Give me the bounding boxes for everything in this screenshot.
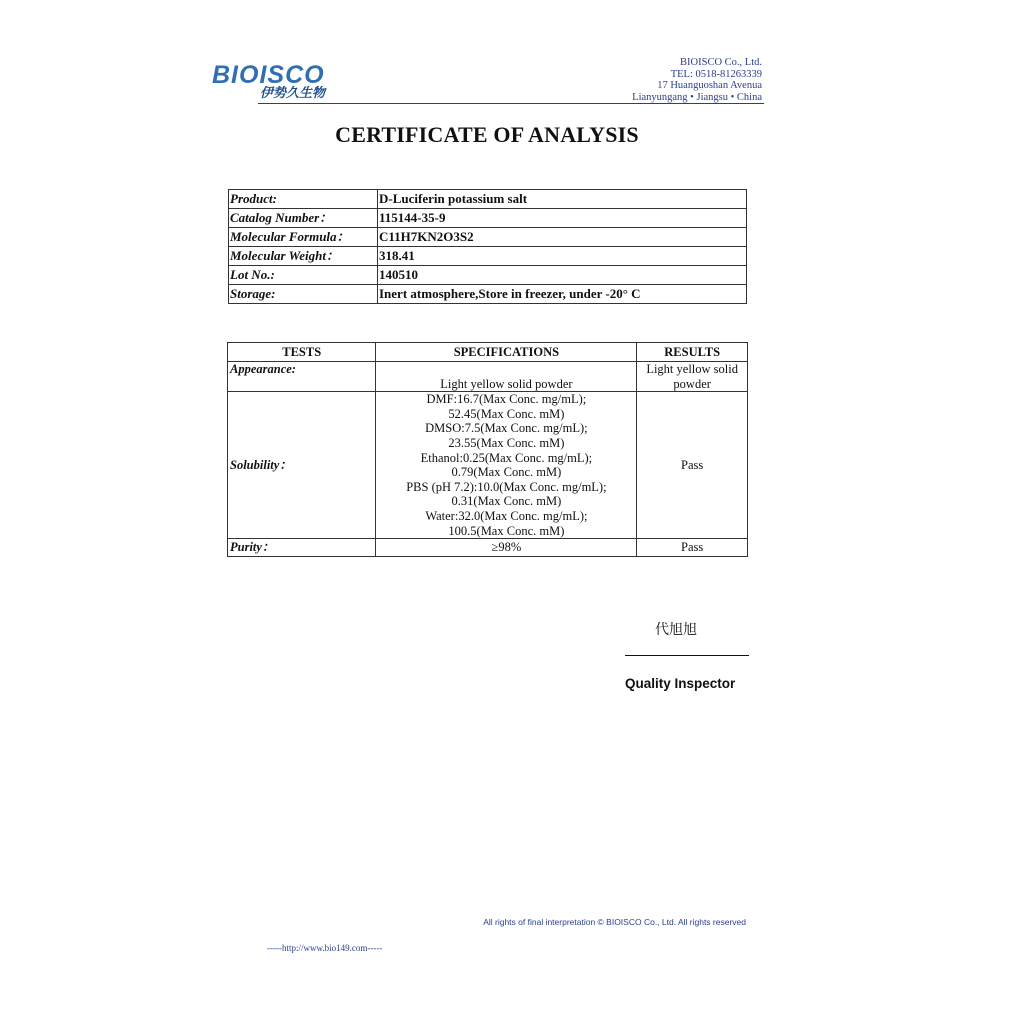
purity-result: Pass [637, 539, 748, 557]
inspector-signature: 代旭旭 [655, 622, 697, 638]
solubility-spec-line: 23.55(Max Conc. mM) [448, 435, 565, 450]
solubility-spec-line: Water:32.0(Max Conc. mg/mL); [425, 508, 588, 523]
solubility-spec-line: Ethanol:0.25(Max Conc. mg/mL); [420, 450, 593, 465]
results-header: RESULTS [637, 343, 748, 362]
logo-text: BIOISCO [212, 61, 325, 89]
company-tel: TEL: 0518-81263339 [670, 68, 762, 80]
website-link[interactable]: -----http://www.bio149.com----- [267, 943, 383, 953]
table-row [228, 362, 748, 392]
lot-label: Lot No.: [229, 266, 378, 285]
catalog-label: Catalog Number： [229, 209, 378, 228]
solubility-spec-line: 0.79(Max Conc. mM) [451, 465, 562, 480]
appearance-result-line: powder [673, 376, 711, 391]
table-row [228, 539, 748, 557]
rights-notice: All rights of final interpretation © BIOISCO Co., Ltd. All rights reserved [483, 917, 746, 927]
product-info-table [228, 189, 747, 304]
purity-spec: ≥98% [376, 539, 637, 557]
product-value: D-Luciferin potassium salt [378, 190, 747, 209]
purity-label: Purity： [228, 539, 376, 557]
company-city: Lianyungang • Jiangsu • China [632, 91, 762, 103]
header-divider [258, 103, 764, 104]
company-contact [632, 57, 762, 103]
solubility-spec-line: PBS (pH 7.2):10.0(Max Conc. mg/mL); [406, 479, 607, 494]
appearance-result [637, 362, 748, 392]
lot-value: 140510 [378, 266, 747, 285]
document-title: CERTIFICATE OF ANALYSIS [335, 122, 639, 147]
table-row [229, 266, 747, 285]
table-row [229, 285, 747, 304]
appearance-result-line: Light yellow solid [646, 362, 738, 376]
catalog-value: 115144-35-9 [378, 209, 747, 228]
storage-value: Inert atmosphere,Store in freezer, under -20° C [378, 285, 747, 304]
table-header-row [228, 343, 748, 362]
inspector-title: Quality Inspector [625, 676, 736, 691]
signature-line [625, 655, 749, 656]
solubility-spec-line: 0.31(Max Conc. mM) [451, 494, 562, 509]
test-results-table [227, 342, 748, 557]
company-name: BIOISCO Co., Ltd. [680, 57, 762, 68]
specifications-header: SPECIFICATIONS [376, 343, 637, 362]
tests-header: TESTS [228, 343, 376, 362]
solubility-label: Solubility： [228, 392, 376, 539]
appearance-label: Appearance: [228, 362, 376, 392]
solubility-spec-line: 52.45(Max Conc. mM) [448, 406, 565, 421]
storage-label: Storage: [229, 285, 378, 304]
company-logo [212, 62, 342, 104]
solubility-spec-line: DMF:16.7(Max Conc. mg/mL); [426, 392, 587, 407]
product-label: Product: [229, 190, 378, 209]
solubility-spec-line: DMSO:7.5(Max Conc. mg/mL); [425, 421, 588, 436]
company-address: 17 Huanguoshan Avenua [657, 80, 762, 91]
table-row [229, 209, 747, 228]
table-row [228, 392, 748, 539]
table-row [229, 247, 747, 266]
formula-label: Molecular Formula： [229, 228, 378, 247]
formula-value: C11H7KN2O3S2 [378, 228, 747, 247]
weight-label: Molecular Weight： [229, 247, 378, 266]
logo-chinese-text: 伊势久生物 [260, 86, 326, 101]
solubility-result: Pass [637, 392, 748, 539]
solubility-spec [376, 392, 637, 539]
appearance-spec: Light yellow solid powder [376, 362, 637, 392]
solubility-spec-line: 100.5(Max Conc. mM) [448, 523, 565, 538]
table-row [229, 228, 747, 247]
table-row [229, 190, 747, 209]
weight-value: 318.41 [378, 247, 747, 266]
